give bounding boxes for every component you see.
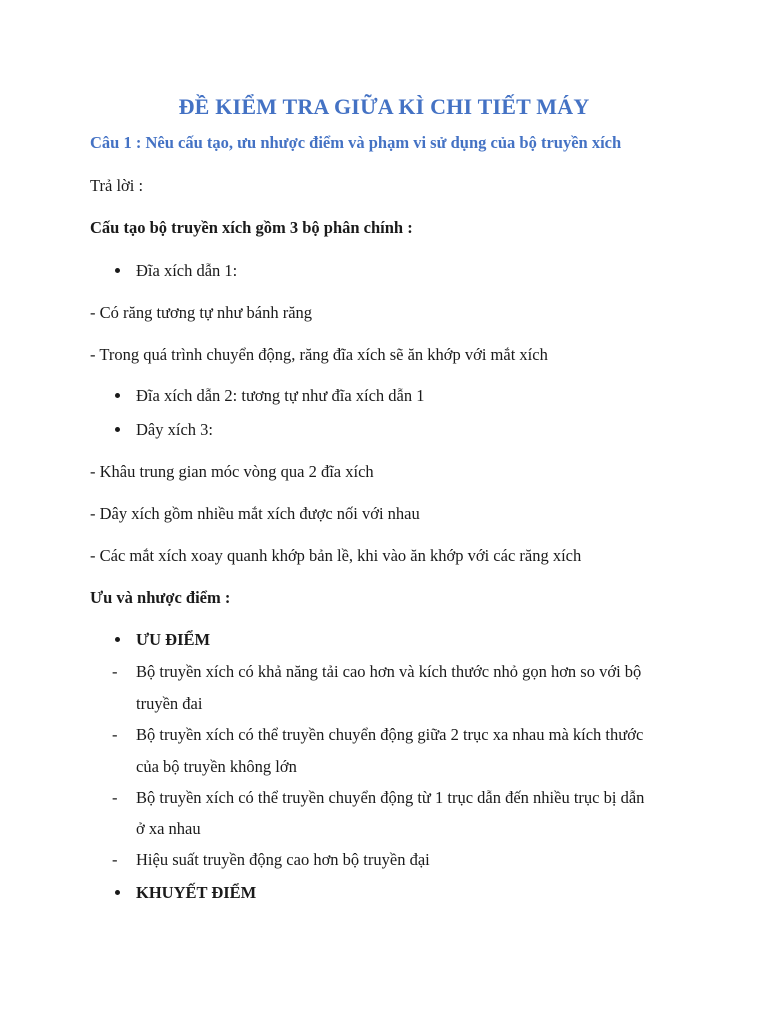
part-1-item: Đĩa xích dẫn 1: [136,261,238,280]
part-3-item: Dây xích 3: [136,420,213,439]
bullet-icon [115,268,120,273]
pro-3-line-1: Bộ truyền xích có thể truyền chuyển động từ 1 trục dẫn đến nhiều trục bị dẫn [136,788,645,807]
question-1: Câu 1 : Nêu cấu tạo, ưu nhược điểm và phạm vi sử dụng của bộ truyền xích [90,133,622,152]
pro-1-line-1: Bộ truyền xích có khả năng tải cao hơn và kích thước nhỏ gọn hơn so với bộ [136,662,642,681]
pro-4-line-1: Hiệu suất truyền động cao hơn bộ truyền đại [136,850,430,869]
part-2-item: Đĩa xích dẫn 2: tương tự như đĩa xích dẫn 1 [136,386,425,405]
proscons-heading: Ưu và nhược điểm : [90,588,231,607]
pro-2-line-2: của bộ truyền không lớn [136,757,297,776]
bullet-icon [115,427,120,432]
pro-2-line-1: Bộ truyền xích có thể truyền chuyển động giữa 2 trục xa nhau mà kích thước [136,725,644,744]
part-1-line-1: - Có răng tương tự như bánh răng [90,303,313,322]
dash-marker: - [112,788,118,807]
dash-marker: - [112,850,118,869]
dash-marker: - [112,662,118,681]
part-1-line-2: - Trong quá trình chuyển động, răng đĩa xích sẽ ăn khớp với mắt xích [90,345,548,364]
pro-3-line-2: ở xa nhau [136,819,201,838]
dash-marker: - [112,725,118,744]
answer-label: Trả lời : [90,176,144,195]
part-3-line-2: - Dây xích gồm nhiều mắt xích được nối với nhau [90,504,420,523]
bullet-icon [115,637,120,642]
pros-heading: ƯU ĐIỂM [136,630,211,649]
document-title: ĐỀ KIỂM TRA GIỮA KÌ CHI TIẾT MÁY [178,94,590,119]
structure-heading: Cấu tạo bộ truyền xích gồm 3 bộ phân chính : [90,218,413,237]
bullet-icon [115,890,120,895]
bullet-icon [115,393,120,398]
cons-heading: KHUYẾT ĐIỂM [136,883,257,902]
pro-1-line-2: truyền đai [136,694,203,713]
part-3-line-1: - Khâu trung gian móc vòng qua 2 đĩa xích [90,462,374,481]
part-3-line-3: - Các mắt xích xoay quanh khớp bản lề, khi vào ăn khớp với các răng xích [90,546,582,565]
